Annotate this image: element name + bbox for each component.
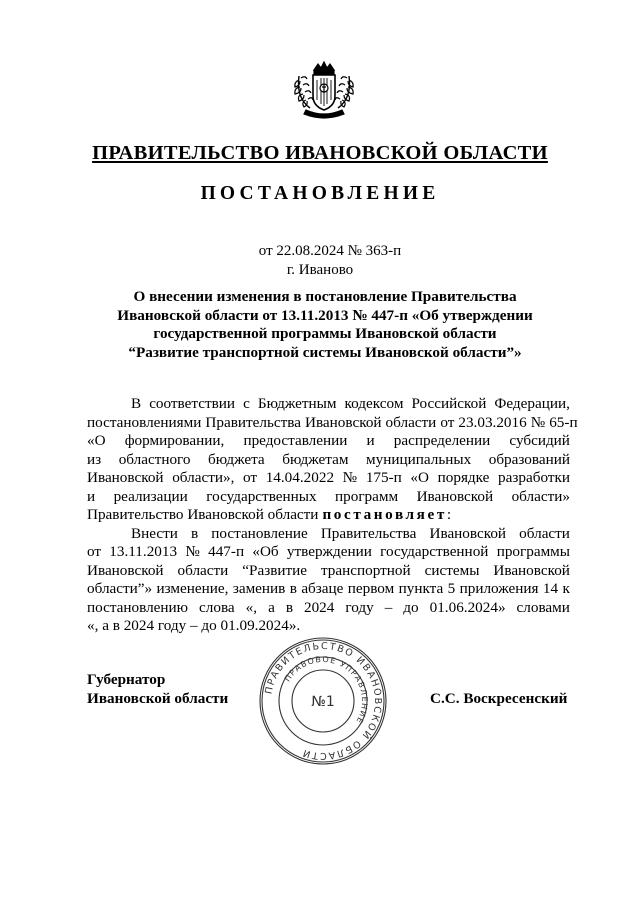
body-line	[87, 395, 570, 414]
document-type: ПОСТАНОВЛЕНИЕ	[200, 183, 440, 204]
organization-heading: ПРАВИТЕЛЬСТВО ИВАНОВСКОЙ ОБЛАСТИ	[92, 142, 548, 164]
body-word: 14	[542, 580, 559, 597]
body-word: «Об	[252, 543, 279, 560]
body-word: области»,	[172, 469, 235, 486]
signatory-name: С.С. Воскресенский	[430, 690, 568, 707]
body-word: Правительства	[205, 413, 301, 431]
body-word: 447-п	[208, 543, 245, 560]
body-word: субсидий	[509, 432, 570, 449]
body-word: в	[289, 580, 297, 597]
body-word: «,	[245, 598, 258, 616]
position-line: Ивановской области	[87, 689, 229, 707]
position-line: Губернатор	[87, 671, 166, 688]
body-word: “Развитие	[242, 561, 308, 579]
body-word: году	[345, 598, 374, 616]
body-word: постановлению	[87, 598, 189, 616]
body-word: порядке	[437, 469, 490, 486]
body-word: 65-п	[549, 413, 578, 431]
body-word: Внести	[131, 524, 178, 542]
body-word: Ивановской	[304, 413, 382, 431]
body-word: области”»	[87, 580, 153, 597]
body-word: государственных	[206, 487, 317, 505]
body-word: 175-п	[365, 469, 402, 486]
body-word: предоставлении	[243, 432, 348, 449]
body-word: системы	[424, 561, 480, 579]
document-title	[80, 288, 570, 362]
body-word: Ивановской	[493, 561, 570, 579]
stamp-number: №1	[311, 694, 335, 710]
body-word: «О	[410, 469, 429, 486]
body-word: области	[177, 561, 229, 579]
body-word: от	[87, 543, 102, 560]
body-word: Правительства	[320, 524, 417, 542]
document-body	[87, 395, 578, 636]
body-word: программ	[335, 487, 399, 505]
body-word: с	[243, 395, 250, 412]
body-word: В	[131, 395, 142, 412]
body-word: областного	[118, 450, 191, 468]
body-word: Федерации,	[494, 395, 570, 412]
body-word: образований	[488, 450, 570, 468]
body-word: «О	[87, 432, 106, 449]
body-word: №	[342, 469, 358, 486]
body-word: Ивановской	[87, 469, 164, 486]
body-line	[87, 562, 570, 581]
body-text: :	[446, 506, 452, 523]
body-line	[87, 488, 570, 507]
body-word: словами	[516, 598, 570, 616]
paragraph-2	[87, 525, 570, 618]
body-word: в	[285, 598, 293, 616]
body-word: пункта	[398, 580, 444, 597]
paragraph-1-last-line	[87, 506, 570, 525]
decision-word: постановляет	[322, 506, 447, 523]
body-word: от	[440, 413, 455, 431]
title-line: государственной программы Ивановской области	[153, 325, 497, 342]
body-word: 13.11.2013	[109, 543, 178, 560]
body-word: Ивановской	[429, 524, 507, 542]
body-word: утверждении	[286, 543, 372, 560]
coat-of-arms-icon	[290, 60, 358, 122]
body-word: заменив	[232, 580, 286, 597]
body-word: абзаце	[301, 580, 344, 597]
stamp-inner-text: ПРАВОВОЕ УПРАВЛЕНИЕ	[282, 654, 370, 726]
body-word: приложения	[459, 580, 539, 597]
body-word: 14.04.2022	[265, 469, 335, 486]
body-word: в	[191, 524, 199, 542]
official-stamp	[256, 634, 390, 768]
body-word: Ивановской	[416, 487, 494, 505]
body-word: 2024	[303, 598, 335, 616]
body-line	[87, 543, 570, 562]
body-word: Ивановской	[87, 561, 164, 579]
body-word: №	[185, 543, 200, 560]
body-word: бюджетам	[282, 450, 349, 468]
title-line: Ивановской области от 13.11.2013 № 447-п «Об утверждении	[117, 306, 533, 324]
document-date-number: от 22.08.2024 № 363-п	[258, 243, 402, 259]
body-word: реализации	[113, 487, 188, 505]
body-text: Правительство Ивановской области	[87, 506, 319, 523]
body-word: области	[519, 524, 570, 542]
body-word: формировании,	[124, 432, 225, 449]
body-word: Бюджетным	[257, 395, 337, 412]
body-text: «, а в 2024 году – до 01.09.2024».	[87, 617, 301, 634]
body-word: бюджета	[208, 450, 265, 468]
body-line	[87, 469, 570, 488]
body-word: а	[268, 598, 275, 616]
body-word: первом	[347, 580, 395, 597]
body-line	[87, 432, 570, 451]
signatory-position	[87, 671, 228, 708]
body-word: разработки	[498, 469, 570, 486]
body-word: №	[530, 413, 546, 431]
body-word: слова	[199, 598, 235, 616]
body-word: Российской	[411, 395, 487, 412]
body-line	[87, 413, 578, 433]
title-line: О внесении изменения в постановление Правительства	[133, 288, 517, 305]
body-word: к	[562, 580, 570, 597]
body-word: соответствии	[149, 395, 236, 412]
body-word: 23.03.2016	[458, 413, 527, 431]
body-word: и	[366, 432, 375, 449]
body-word: постановление	[211, 524, 308, 542]
body-word: области»	[511, 487, 570, 505]
body-word: –	[384, 598, 393, 616]
document-city: г. Иваново	[286, 262, 354, 278]
body-word: программы	[496, 543, 570, 560]
body-word: распределении	[393, 432, 491, 449]
title-line: “Развитие транспортной системы Ивановской области”»	[128, 343, 522, 361]
paragraph-2-last-line	[87, 617, 570, 636]
body-word: от	[243, 469, 258, 486]
body-word: области	[385, 413, 437, 431]
body-word: и	[87, 487, 96, 505]
body-word: 01.06.2024»	[429, 598, 506, 616]
stamp-outer-text: ПРАВИТЕЛЬСТВО ИВАНОВСКОЙ ОБЛАСТИ	[263, 640, 384, 762]
body-word: транспортной	[320, 561, 411, 579]
body-line	[87, 599, 570, 618]
body-line	[87, 580, 570, 599]
body-word: государственной	[380, 543, 489, 560]
body-word: изменение,	[156, 580, 229, 597]
body-word: муниципальных	[366, 450, 472, 468]
body-word: 5	[447, 580, 456, 597]
body-word: постановлениями	[87, 413, 202, 431]
body-word: из	[87, 450, 102, 468]
body-line	[87, 451, 570, 470]
paragraph-1	[87, 395, 578, 506]
body-line	[87, 525, 570, 544]
body-word: кодексом	[344, 395, 404, 412]
body-word: до	[403, 598, 419, 616]
